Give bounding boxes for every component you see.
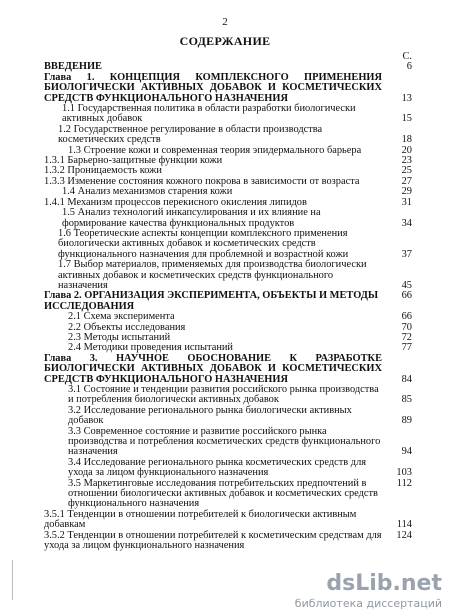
toc-entry-title: Глава 3. НАУЧНОЕ ОБОСНОВАНИЕ К РАЗРАБОТКЕ БИОЛОГИЧЕСКИ АКТИВНЫХ ДОБАВОК И КОСМЕТИЧЕСКИХ СРЕДСТВ ФУНКЦИОНАЛЬНОГО НАЗНАЧЕНИЯ	[44, 352, 382, 385]
watermark	[295, 573, 442, 610]
toc-entry-title: 3.3 Современное состояние и развитие российского рынка производства и потребления косметических средств функционального назначения	[68, 425, 381, 458]
toc-entry-page: 13	[401, 92, 412, 104]
watermark-subtitle: библиотека диссертаций	[294, 597, 442, 610]
page-number: 2	[222, 16, 228, 28]
toc-entry-title: 1.1 Государственная политика в области разработки биологически активных добавок	[62, 103, 356, 125]
toc-entry	[44, 229, 412, 260]
toc-entry-page: 15	[401, 113, 412, 125]
toc-entry-page: 23	[401, 155, 412, 167]
table-of-contents	[44, 52, 412, 552]
toc-entry-page: 37	[401, 248, 412, 260]
toc-entry	[44, 125, 412, 146]
toc-page-column-label: С.	[402, 51, 412, 62]
toc-entry	[44, 104, 412, 125]
toc-entry-title: 1.3.1 Барьерно-защитные функции кожи	[44, 155, 223, 167]
toc-entry-title: 1.2 Государственное регулирование в области производства косметических средств	[58, 123, 323, 146]
toc-entry-title: 1.6 Теоретические аспекты концепции комплексного применения биологически активных добавок и косметических средств функционального назначения для проблемной и возрастной кожи	[58, 227, 349, 260]
toc-entry-title: Глава 2. ОРГАНИЗАЦИЯ ЭКСПЕРИМЕНТА, ОБЪЕКТЫ И МЕТОДЫ ИССЛЕДОВАНИЯ	[44, 290, 379, 312]
toc-entry	[44, 406, 412, 427]
toc-entry	[44, 427, 412, 458]
toc-entry-page: 70	[401, 321, 412, 333]
toc-entry-title: 3.5 Маркетинговые исследования потребительских предпочтений в отношении биологически активных добавок и косметических средств функционального назначения	[68, 477, 378, 510]
toc-entry-page: 18	[401, 134, 412, 146]
toc-entry-title: 3.1 Состояние и тенденции развития российского рынка производства и потребления биологически активных добавок	[68, 384, 379, 406]
toc-entry-page: 20	[401, 144, 412, 156]
toc-entry	[44, 312, 412, 322]
toc-entry-title: 1.5 Анализ технологий инкапсулирования и их влияние на формирование качества функциональных продуктов	[62, 207, 321, 229]
toc-entry-title: 3.5.2 Тенденции в отношении потребителей к косметическим средствам для ухода за лицом функционального назначения	[44, 529, 382, 552]
toc-entry-title: 1.3 Строение кожи и современная теория эпидермального барьера	[68, 144, 362, 156]
toc-entry-page: 29	[401, 186, 412, 198]
toc-entry-title: 2.1 Схема эксперимента	[68, 311, 175, 323]
toc-entry-title: 2.3 Методы испытаний	[68, 331, 171, 343]
toc-entry-page: 114	[396, 519, 412, 531]
toc-entry-title: 3.2 Исследование регионального рынка биологически активных добавок	[68, 404, 352, 427]
toc-entry	[44, 510, 412, 531]
scan-edge-line	[12, 560, 13, 600]
toc-entry-page: 84	[401, 373, 412, 385]
toc-entry	[44, 531, 412, 552]
toc-entry-page: 27	[401, 175, 412, 187]
toc-entry-title: 3.5.1 Тенденции в отношении потребителей к биологически активным добавкам	[44, 508, 357, 531]
toc-entry-title: 1.3.2 Проницаемость кожи	[44, 165, 162, 177]
watermark-logo: dsLib.net	[326, 571, 442, 596]
toc-entry-title: 2.4 Методики проведения испытаний	[68, 342, 233, 354]
toc-entry-title: 1.3.3 Изменение состояния кожного покрова в зависимости от возраста	[44, 175, 360, 187]
toc-heading: СОДЕРЖАНИЕ	[179, 34, 271, 48]
toc-entry	[44, 291, 412, 312]
toc-entry-title: 1.4 Анализ механизмов старения кожи	[62, 186, 233, 198]
toc-entry-page: 6	[406, 61, 412, 73]
toc-entry-title: 2.2 Объекты исследования	[68, 321, 186, 333]
toc-entry-title: 1.7 Выбор материалов, применяемых для производства биологически активных добавок и косметических средств функционального назначения	[58, 259, 367, 291]
toc-entry-page: 72	[401, 331, 412, 343]
toc-entry-page: 85	[401, 394, 412, 406]
toc-entry	[44, 354, 412, 385]
toc-entry-page: 66	[401, 311, 412, 323]
toc-entry	[44, 385, 412, 406]
toc-entry-page: 66	[401, 290, 412, 302]
toc-entry-page: 124	[396, 529, 412, 541]
toc-entry-page: 25	[401, 165, 412, 177]
toc-entry-title: 1.4.1 Механизм процессов перекисного окисления липидов	[44, 196, 307, 208]
toc-entry-page: 31	[401, 196, 412, 208]
toc-entry-title: ВВЕДЕНИЕ	[44, 61, 102, 73]
toc-entry-page: 45	[401, 279, 412, 291]
toc-entry	[44, 208, 412, 229]
toc-entry	[44, 73, 412, 104]
toc-entry	[44, 479, 412, 510]
toc-entry	[44, 458, 412, 479]
toc-entry-page: 112	[396, 477, 412, 489]
toc-entry-title: 3.4 Исследование регионального рынка косметических средств для ухода за лицом функционального назначения	[68, 456, 367, 479]
toc-entry-page: 89	[401, 415, 412, 427]
toc-entry-page: 103	[396, 467, 412, 479]
toc-entry-page: 34	[401, 217, 412, 229]
toc-entry	[44, 260, 412, 291]
toc-entry-page: 94	[401, 446, 412, 458]
toc-entry-title: Глава 1. КОНЦЕПЦИЯ КОМПЛЕКСНОГО ПРИМЕНЕНИЯ БИОЛОГИЧЕСКИ АКТИВНЫХ ДОБАВОК И КОСМЕТИЧЕСКИХ СРЕДСТВ ФУНКЦИОНАЛЬНОГО НАЗНАЧЕНИЯ	[44, 71, 382, 104]
toc-entry-page: 77	[401, 342, 412, 354]
